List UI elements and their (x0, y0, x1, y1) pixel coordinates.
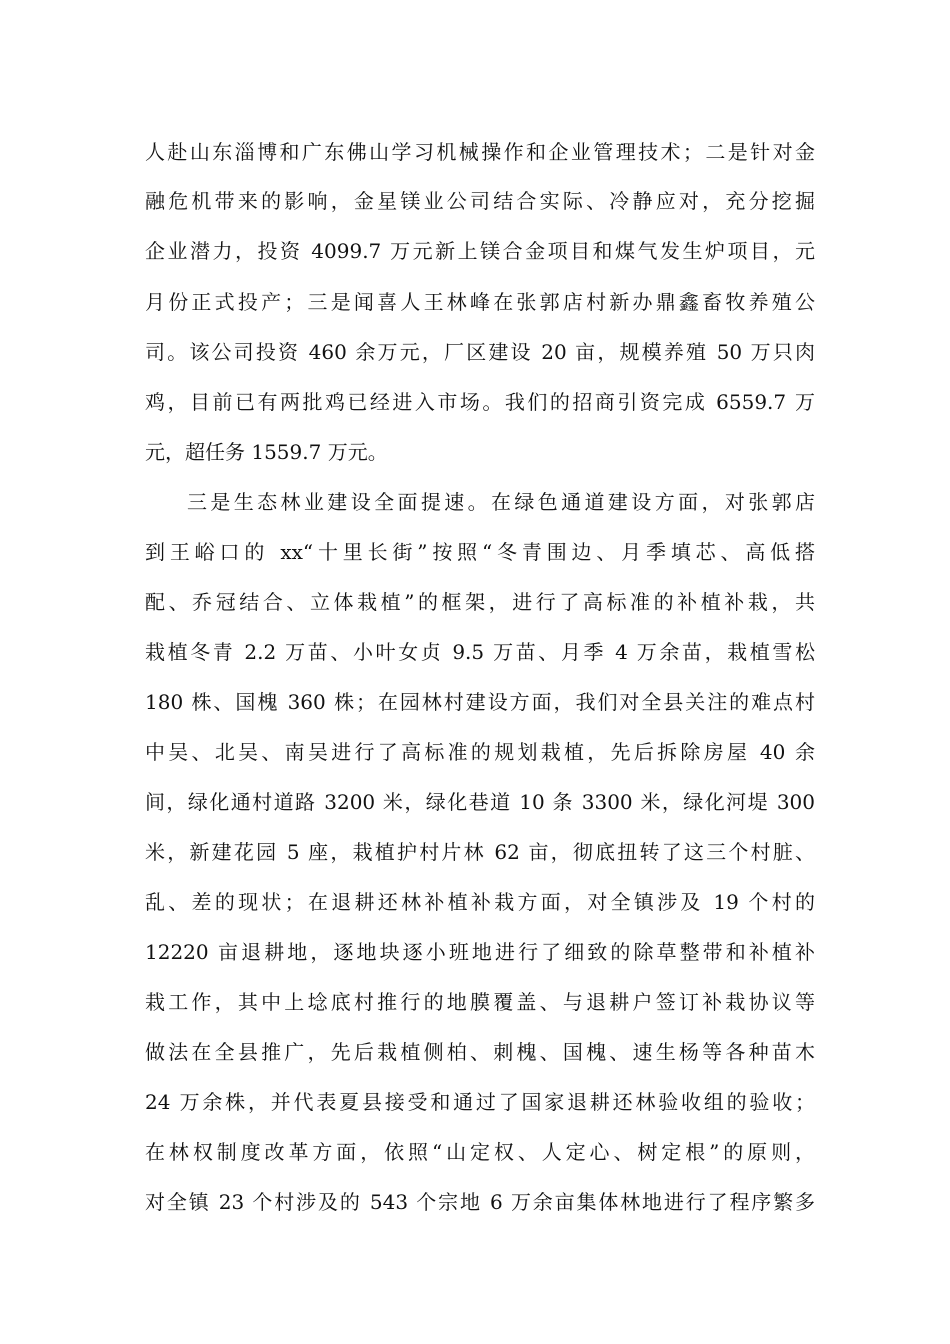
text-line: 12220 亩退耕地，逐地块逐小班地进行了细致的除草整带和补植补 (145, 940, 815, 964)
text-line: 企业潜力，投资 4099.7 万元新上镁合金项目和煤气发生炉项目，元 (145, 239, 815, 263)
text-line: 中吴、北吴、南吴进行了高标准的规划栽植，先后拆除房屋 40 余 (145, 740, 815, 764)
text-line: 24 万余株，并代表夏县接受和通过了国家退耕还林验收组的验收； (145, 1090, 815, 1114)
text-line: 融危机带来的影响，金星镁业公司结合实际、冷静应对，充分挖掘 (145, 189, 815, 213)
text-line: 乱、差的现状；在退耕还林补植补栽方面，对全镇涉及 19 个村的 (145, 890, 815, 914)
text-line: 司。该公司投资 460 余万元，厂区建设 20 亩，规模养殖 50 万只肉 (145, 340, 815, 364)
text-line: 元，超任务 1559.7 万元。 (145, 440, 388, 464)
text-line: 180 株、国槐 360 株；在园林村建设方面，我们对全县关注的难点村 (145, 690, 815, 714)
text-line: 鸡，目前已有两批鸡已经进入市场。我们的招商引资完成 6559.7 万 (145, 390, 815, 414)
paragraph-first-line: 三是生态林业建设全面提速。在绿色通道建设方面，对张郭店 (187, 490, 815, 514)
text-line: 米，新建花园 5 座，栽植护村片林 62 亩，彻底扭转了这三个村脏、 (145, 840, 815, 864)
text-line: 栽植冬青 2.2 万苗、小叶女贞 9.5 万苗、月季 4 万余苗，栽植雪松 (145, 640, 815, 664)
text-line: 到王峪口的 xx“十里长街”按照“冬青围边、月季填芯、高低搭 (145, 540, 815, 564)
text-line: 人赴山东淄博和广东佛山学习机械操作和企业管理技术；二是针对金 (145, 140, 815, 164)
text-line: 配、乔冠结合、立体栽植”的框架，进行了高标准的补植补栽，共 (145, 590, 815, 614)
text-line: 对全镇 23 个村涉及的 543 个宗地 6 万余亩集体林地进行了程序繁多 (145, 1190, 815, 1214)
text-line: 间，绿化通村道路 3200 米，绿化巷道 10 条 3300 米，绿化河堤 300 (145, 790, 815, 814)
text-line: 月份正式投产；三是闻喜人王林峰在张郭店村新办鼎鑫畜牧养殖公 (145, 290, 815, 314)
text-line: 栽工作，其中上埝底村推行的地膜覆盖、与退耕户签订补栽协议等 (145, 990, 815, 1014)
text-line: 在林权制度改革方面，依照“山定权、人定心、树定根”的原则， (145, 1140, 815, 1164)
text-line: 做法在全县推广，先后栽植侧柏、刺槐、国槐、速生杨等各种苗木 (145, 1040, 815, 1064)
